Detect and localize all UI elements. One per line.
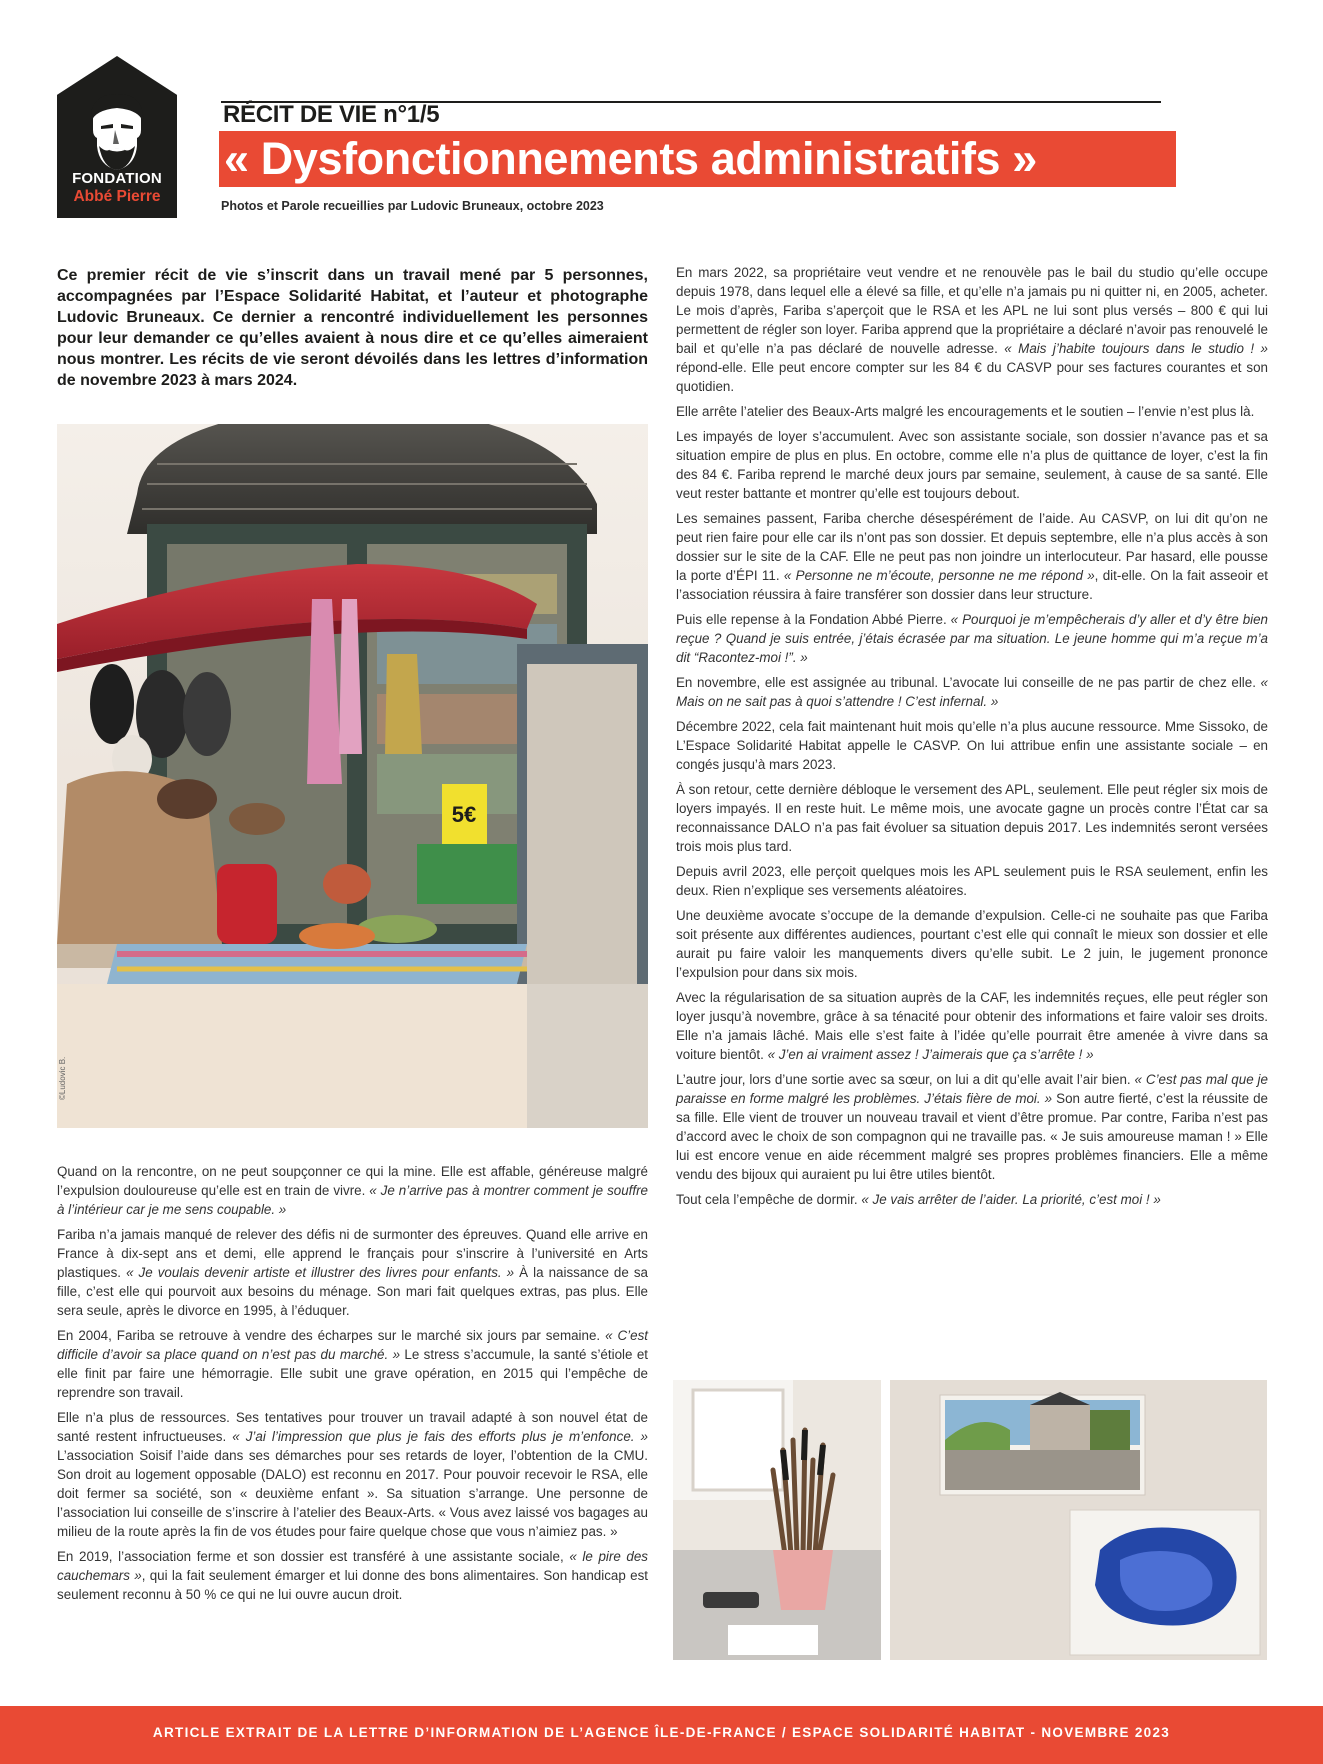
right-paragraph: L’autre jour, lors d’une sortie avec sa sœur, on lui a dit qu’elle avait l’air bien. « C’est pas mal que je paraisse en forme malgré les problèmes. J’étais fière de moi. » Son autre fierté, c’est la réussite de sa fille. Elle vient de trouver un nouveau travail et vient d’être promue. Par contre, Fariba n’est pas d’accord avec le choix de son compagnon qui ne travaille pas. « Je suis amoureuse maman ! » Elle lui est encore venue en aide récemment malgré ses propres problèmes financiers. Elle a même vendu des bijoux qui auraient pu lui être utiles bientôt. [676,1072,1268,1182]
intro-paragraph: Ce premier récit de vie s’inscrit dans un travail mené par 5 personnes, accompagnées par l’Espace Solidarité Habitat, et l’auteur et photographe Ludovic Bruneaux. Ce dernier a rencontré individuellement les personnes pour leur demander ce qu’elles avaient à nous dire et ce qu’elles aimeraient nous montrer. Les récits de vie seront dévoilés dans les lettres d’information de novembre 2023 à mars 2024. [57,267,648,389]
right-paragraph: Depuis avril 2023, elle perçoit quelques mois les APL seulement puis le RSA seulement, enfin les deux. Rien n’explique ses versements aléatoires. [676,864,1268,898]
right-paragraph: En novembre, elle est assignée au tribunal. L’avocate lui conseille de ne pas partir de chez elle. « Mais on ne sait pas à quoi s’attendre ! C’est infernal. » [676,675,1268,709]
right-paragraph: Tout cela l’empêche de dormir. « Je vais arrêter de l’aider. La priorité, c’est moi ! » [676,1192,1161,1207]
brushes-photo [673,1380,881,1660]
logo-portrait-icon [79,90,155,174]
right-paragraph: Elle arrête l’atelier des Beaux-Arts malgré les encouragements et le soutien – l’envie n’est plus là. [676,404,1255,419]
paintings-photo [890,1380,1267,1660]
byline: Photos et Parole recueillies par Ludovic Bruneaux, octobre 2023 [221,199,604,213]
photo-credit: ©Ludovic B. [58,1056,67,1100]
left-paragraph: Quand on la rencontre, on ne peut soupçonner ce qui la mine. Elle est affable, généreuse malgré l’expulsion douloureuse qu’elle est en train de vivre. « Je n’arrive pas à montrer comment je souffre à l’intérieur car je me sens coupable. » [57,1164,649,1217]
right-paragraph: Avec la régularisation de sa situation auprès de la CAF, les indemnités reçues, elle peut régler son loyer jusqu’à novembre, grâce à sa ténacité pour obtenir des informations et faire valoir ses droits. Elle n’a jamais lâché. Mais elle s’est faite à l’idée qu’elle pourrait être amenée à vivre dans sa voiture bientôt. « J’en ai vraiment assez ! J’aimerais que ça s’arrête ! » [676,990,1268,1062]
left-paragraph: Elle n’a plus de ressources. Ses tentatives pour trouver un travail adapté à son nouvel état de santé restent infructueuses. « J’ai l’impression que plus je fais des efforts plus je m’enfonce. » L’association Soisif l’aide dans ses démarches pour ses retards de loyer, l’obtention de la CMU. Son droit au logement opposable (DALO) est reconnu en 2017. Pour pouvoir recevoir le RSA, elle doit fermer sa société, son « deuxième enfant ». Sa situation s’arrange. Une personne de l’association lui conseille de s’inscrire à l’atelier des Beaux-Arts. « Vous avez laissé vos bagages au milieu de la route après la fin de vos études pour faire quelque chose que vous n’aimiez pas. » [57,1410,648,1539]
right-column [676,263,1268,1215]
right-paragraph: Les semaines passent, Fariba cherche désespérément de l’aide. Au CASVP, on lui dit qu’on ne peut rien faire pour elle car ils n’ont pas son dossier. Et depuis septembre, elle n’a plus accès à son dossier sur le site de la CAF. Elle ne peut pas non joindre un interlocuteur. Par hasard, elle pousse la porte d’ÉPI 11. « Personne ne m’écoute, personne ne me répond », dit-elle. On la fait asseoir et l’association réussira à faire transférer son dossier dans leur structure. [676,511,1268,602]
right-paragraph: Les impayés de loyer s’accumulent. Avec son assistante sociale, son dossier n’avance pas et sa situation empire de plus en plus. En octobre, comme elle n’a plus de quittance de loyer, c’est la fin des 84 €. Fariba reprend le marché deux jours par semaine, seulement, à cause de sa santé. Elle veut rester battante et montrer qu’elle est toujours debout. [676,429,1268,501]
fondation-logo [57,56,177,218]
left-paragraph: Fariba n’a jamais manqué de relever des défis ni de surmonter des épreuves. Quand elle arrive en France à dix-sept ans et demi, elle apprend le français pour s’inscrire à l’université en Arts plastiques. « Je voulais devenir artiste et illustrer des livres pour enfants. » À la naissance de sa fille, c’est elle qui pourvoit aux besoins du ménage. Son mari fait quelques extras, pas plus. Elle sera seule, après le divorce en 1995, à l’éduquer. [57,1227,648,1318]
logo-line-fondation: FONDATION [72,170,162,187]
footer-text: ARTICLE EXTRAIT DE LA LETTRE D’INFORMATION DE L’AGENCE ÎLE-DE-FRANCE / ESPACE SOLIDARITÉ HABITAT - NOVEMBRE 2023 [152,1725,1171,1740]
left-column [57,1162,648,1610]
right-paragraph: En mars 2022, sa propriétaire veut vendre et ne renouvèle pas le bail du studio qu’elle occupe depuis 1978, dans lequel elle a élevé sa fille, et qu’elle n’a jamais pu ni quitter ni, en 2005, acheter. Le mois d’après, Fariba s’aperçoit que le RSA et les APL ne lui sont plus versés – 800 € qui lui permettent de régler son loyer. Fariba apprend que la propriétaire a déclaré n’avoir pas renouvelé le bail et qu’elle n’a pas déclaré de nouvelle adresse. « Mais j’habite toujours dans le studio ! » répond-elle. Elle peut encore compter sur les 84 € du CASVP pour ses factures courantes et son quotidien. [676,265,1268,394]
right-paragraph: Décembre 2022, cela fait maintenant huit mois qu’elle n’a plus aucune ressource. Mme Sissoko, de L’Espace Solidarité Habitat appelle le CASVP. On lui attribue enfin une assistante sociale – en congés jusqu’à mars 2023. [676,719,1268,772]
logo-line-abbe-pierre: Abbé Pierre [73,188,161,205]
svg-text:5€: 5€ [451,802,477,827]
kicker-recit-de-vie: RÉCIT DE VIE n°1/5 [223,101,440,128]
market-stall-photo [57,424,648,1128]
left-paragraph: En 2004, Fariba se retrouve à vendre des écharpes sur le marché six jours par semaine. « C’est difficile d’avoir sa place quand on n’est pas du marché. » Le stress s’accumule, la santé s’étiole et elle finit par faire une hémorragie. Elle subit une grave opération, en 2015 qui l’empêche de reprendre son travail. [57,1328,648,1400]
right-paragraph: À son retour, cette dernière débloque le versement des APL, seulement. Elle peut régler six mois de loyers impayés. Il en reste huit. Le même mois, une avocate gagne un procès contre l’État car sa reconnaissance DALO n’a pas fait évoluer sa situation depuis 2017. Les indemnités seront versées trois mois plus tard. [676,782,1268,854]
right-paragraph: Une deuxième avocate s’occupe de la demande d’expulsion. Celle-ci ne souhaite pas que Fariba soit présente aux différentes audiences, pourtant c’est elle qui connaît le mieux son dossier et elle aurait pu faire valoir les manquements divers qu’elle subit. Le 2 juin, le jugement prononce l’expulsion pour dans six mois. [676,908,1268,980]
page-title: « Dysfonctionnements administratifs » [224,133,1037,184]
left-paragraph: En 2019, l’association ferme et son dossier est transféré à une assistante sociale, « le pire des cauchemars », qui la fait seulement émarger et lui donne des bons alimentaires. Son handicap est seulement reconnu à 50 % ce qui ne lui ouvre aucun droit. [57,1549,648,1602]
right-paragraph: Puis elle repense à la Fondation Abbé Pierre. « Pourquoi je m’empêcherais d’y aller et d’y être bien reçue ? Quand je suis entrée, j’étais écrasée par ma situation. Le jeune homme qui m’a reçue m’a dit “Racontez-moi !”. » [676,612,1269,665]
